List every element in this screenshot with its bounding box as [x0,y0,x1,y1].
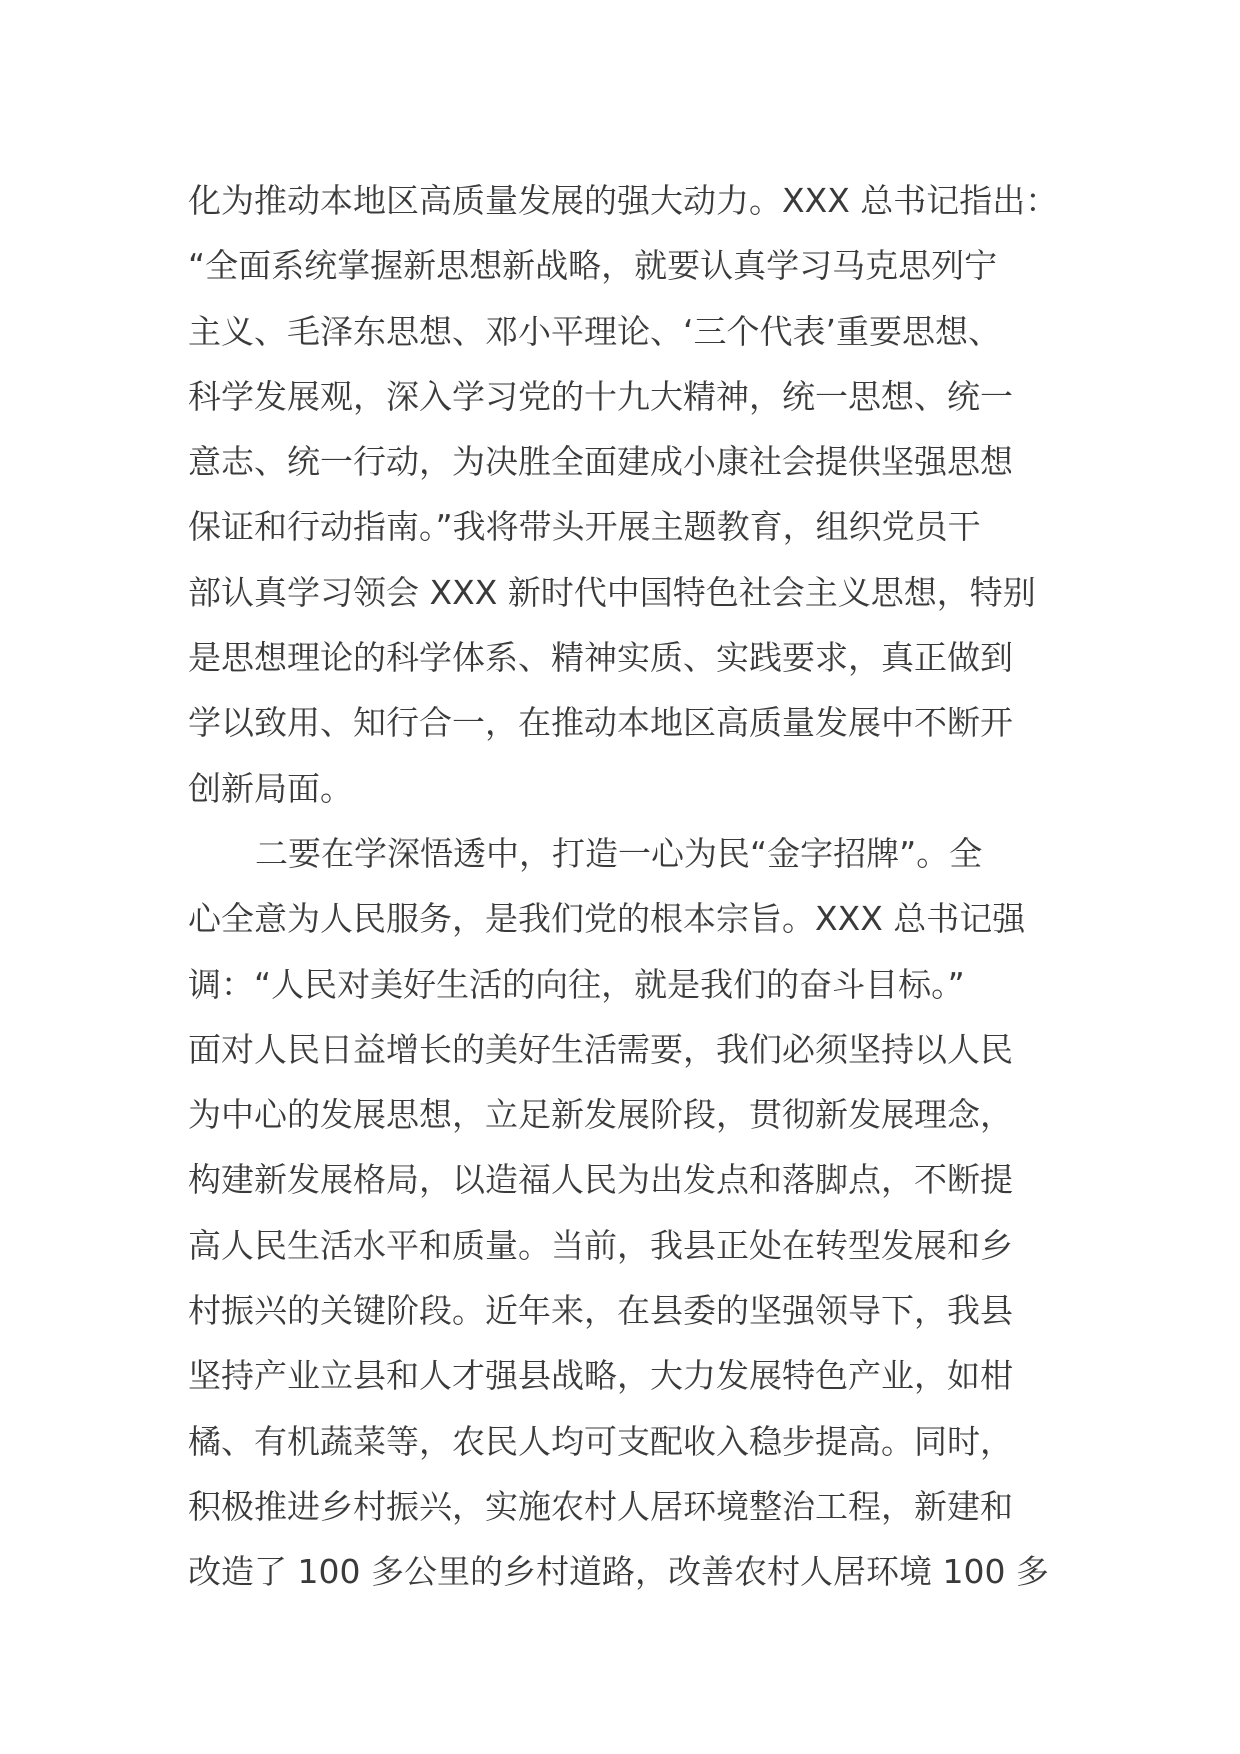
text-line: 科学发展观，深入学习党的十九大精神，统一思想、统一 [188,376,1013,416]
text-line: 高人民生活水平和质量。当前，我县正处在转型发展和乡 [188,1225,1013,1265]
text-line: 创新局面。 [188,768,353,808]
text-line: 构建新发展格局，以造福人民为出发点和落脚点，不断提 [188,1160,1013,1200]
text-line: “全面系统掌握新思想新战略，就要认真学习马克思列宁 [188,246,998,286]
text-line: 心全意为人民服务，是我们党的根本宗旨。XXX 总书记强 [188,899,1026,939]
text-line: 积极推进乡村振兴，实施农村人居环境整治工程，新建和 [188,1486,1013,1526]
text-line: 部认真学习领会 XXX 新时代中国特色社会主义思想，特别 [188,572,1036,612]
text-line: 村振兴的关键阶段。近年来，在县委的坚强领导下，我县 [188,1291,1013,1331]
text-line: 调：“人民对美好生活的向往，就是我们的奋斗目标。” [188,964,965,1004]
paragraph-start-line: 二要在学深悟透中，打造一心为民“金字招牌”。全 [255,833,983,873]
text-line: 坚持产业立县和人才强县战略，大力发展特色产业，如柑 [188,1356,1013,1396]
text-line: 是思想理论的科学体系、精神实质、实践要求，真正做到 [188,638,1013,678]
text-line: 主义、毛泽东思想、邓小平理论、‘三个代表’重要思想、 [188,311,1001,351]
text-line: 面对人民日益增长的美好生活需要，我们必须坚持以人民 [188,1029,1013,1069]
text-line: 保证和行动指南。”我将带头开展主题教育，组织党员干 [188,507,981,547]
body-text [188,168,1068,1605]
text-line: 改造了 100 多公里的乡村道路，改善农村人居环境 100 多 [188,1552,1049,1592]
text-line: 意志、统一行动，为决胜全面建成小康社会提供坚强思想 [188,442,1013,482]
text-line: 学以致用、知行合一，在推动本地区高质量发展中不断开 [188,703,1013,743]
text-line: 为中心的发展思想，立足新发展阶段，贯彻新发展理念， [188,1095,1013,1135]
text-line: 化为推动本地区高质量发展的强大动力。XXX 总书记指出： [188,181,1059,220]
text-line: 橘、有机蔬菜等，农民人均可支配收入稳步提高。同时， [188,1421,1013,1461]
